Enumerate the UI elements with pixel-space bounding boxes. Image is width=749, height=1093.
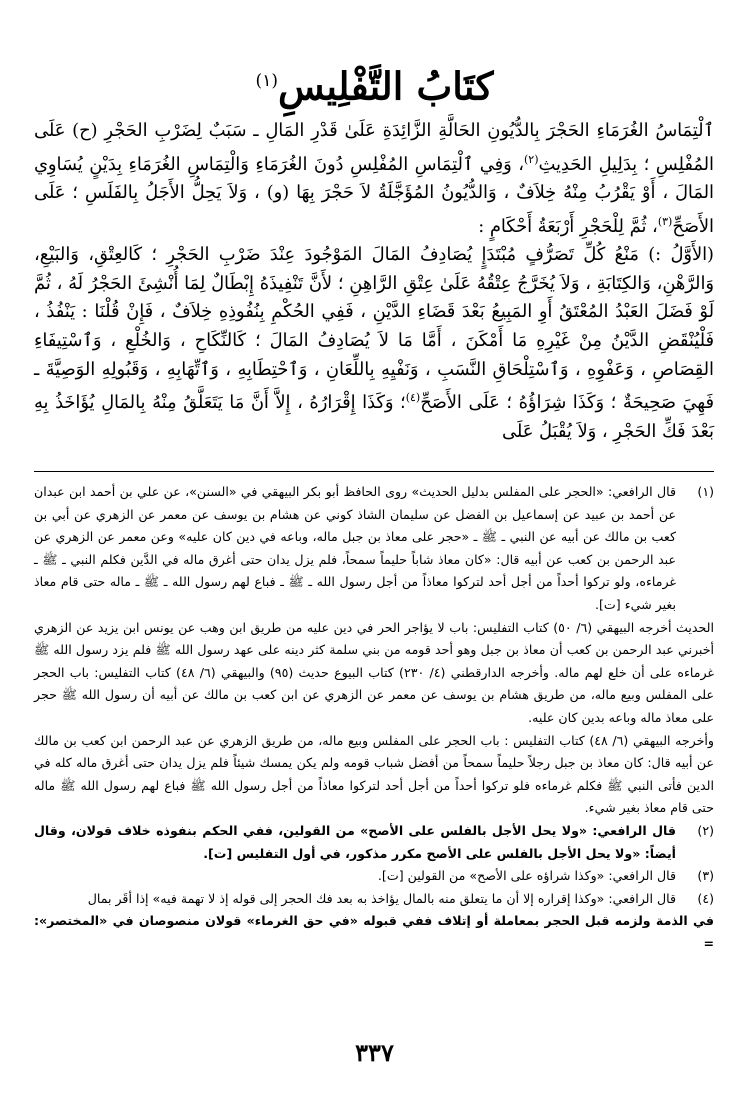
page-number: ٣٣٧ <box>355 1038 394 1067</box>
footnote-body <box>34 865 676 888</box>
footnote-3-text: قال الرافعي: «وكذا شراؤه على الأصح» من القولين [ت]. <box>377 868 676 884</box>
footnote-4-continuation: في الذمة ولزمه قبل الحجر بمعاملة أو إتلاف ففي قبوله «في حق الغرماء» قولان منصوصان في «المختصر»: = <box>34 913 714 951</box>
footnote-1-paragraph-1: قال الرافعي: «الحجر على المفلس بدليل الحديث» روى الحافظ أبو بكر البيهقي في «السنن»، عن علي بن أحمد ابن عبدان عن أحمد بن عبيد عن إسماعيل بن الفضل عن سليمان الشاذ كوني عن هشام بن يوسف عن معمر عن الزهري عن أبي بن كعب بن مالك عن أبيه عن النبي ـ ﷺ ـ «حجر على معاذ بن جبل ماله، وباعه في دين كان عليه» وعن معمر عن الزهري عن عبد الرحمن بن كعب عن أبيه قال: «كان معاذ شاباً حليماً سمحاً، فلم يزل يدان حتى أغرق ماله في الدَّين فكلم النبي ـ ﷺ ـ غرماءه، ولو تركوا أحداً من أجل أحد لتركوا معاذاً من أجل رسول الله ـ ﷺ ـ فباع لهم رسول الله ـ ﷺ ـ ماله حتى قام معاذ بغير شيء [ت]. <box>34 484 676 612</box>
main-text <box>34 117 714 446</box>
main-paragraph-2 <box>34 241 714 446</box>
footnote-ref-2: (٢) <box>523 152 539 166</box>
main-paragraph-2-part-a: (الأَوَّلُ :) مَنْعُ كُلِّ تَصَرُّفٍ مُبْتَدَإٍ يُصَادِفُ المَالَ المَوْجُودَ عِنْدَ ضَرْبِ الحَجْرِ ؛ كَالعِتْقِ، وَالبَيْعِ، وَالرَّهْنِ، وَالكِتَابَةِ ، وَلاَ يُخَرَّجُ عِتْقُهُ عَلَىٰ عِتْقِ الرَّاهِنِ ؛ لأَنَّ تَنْفِيذَهُ إِبْطَالٌ لِمَا أُنْشِئَ الحَجْرُ لَهُ ، ثُمَّ لَوْ فَضَلَ العَبْدُ المُعْتَقُ أَوِ المَبِيعُ بَعْدَ قَضَاءِ الدَّيْنِ ، فَفِي الحُكْمِ بِنُفُوذِهِ خِلاَفٌ ، فَإِنْ قُلْنَا : يَنْفُذُ ، فَلْيُنْقَضِ الدَّيْنُ مِنْ غَيْرِهِ مَا أَمْكَنَ ، أَمَّا مَا لاَ يُصَادِفُ المَالَ ؛ كَالنِّكَاحِ ، وَالخُلْعِ ، وَٱسْتِيفَاءِ القِصَاصِ ، وَعَفْوِهِ ، وَٱسْتِلْحَاقِ النَّسَبِ ، وَنَفْيِهِ بِاللِّعَانِ ، وَٱحْتِطَابِهِ ، وَٱتِّهَابِهِ ، وَقَبُولِهِ الوَصِيَّةَ ـ فَهِيَ صَحِيحَةٌ ؛ وَكَذَا شِرَاؤُهُ ؛ عَلَى الأَصَحِّ <box>34 244 714 414</box>
footnote-3 <box>34 865 714 888</box>
main-paragraph-2-part-b: ؛ وَكَذَا إِقْرَارُهُ ، إِلاَّ أَنَّ مَا يَتَعَلَّقُ مِنْهُ بِالمَالِ يُؤَاخَذُ بِهِ بَعْدَ فَكِّ الحَجْرِ ، وَلاَ يُقْبَلُ عَلَى <box>34 392 714 442</box>
footnote-ref-3: (٣) <box>657 214 673 228</box>
main-paragraph-1-part-c: ، ثُمَّ لِلْحَجْرِ أَرْبَعَةُ أَحْكَامٍ : <box>478 215 658 237</box>
footnote-body <box>34 481 676 617</box>
footnote-ref-4: (٤) <box>405 391 421 405</box>
footnote-1-paragraph-2: الحديث أخرجه البيهقي (٦/ ٥٠) كتاب التفليس: باب لا يؤاجر الحر في دين عليه من طريق ابن وهب عن يونس ابن يزيد عن الزهري أخبرني عبد الرحمن بن كعب أن معاذ بن جبل وهو أحد قومه من بني سلمة كثر دينه على عهد رسول الله ﷺ فلم يزد رسول الله ﷺ غرماءه على أن خلع لهم ماله. وأخرجه الدارقطني (٤/ ٢٣٠) كتاب البيوع حديث (٩٥) والبيهقي (٦/ ٤٨) كتاب التفليس: باب الحجر على المفلس وبيع ماله، من طريق هشام بن يوسف عن معمر عن الزهري عن ابن كعب بن مالك عن أبيه أن رسول الله ﷺ حجر على معاذ ماله وباعه بدين كان عليه. <box>34 619 715 725</box>
footnote-4-text: قال الرافعي: «وكذا إقراره إلا أن ما يتعلق منه بالمال يؤاخذ به بعد فك الحجر إلى قوله إذ لا تهمة فيه» إذا أقَر بمال <box>87 890 676 906</box>
footnote-number: (٣) <box>697 868 714 884</box>
chapter-title <box>0 56 749 112</box>
footnote-divider <box>34 471 714 472</box>
footnote-2 <box>34 820 714 865</box>
chapter-title-note-ref: (١) <box>255 71 278 91</box>
footnote-number: (٤) <box>697 890 714 906</box>
chapter-title-text: كتَابُ التَّفْلِيسِ <box>277 63 494 109</box>
footnote-body <box>34 888 676 911</box>
footnote-body <box>34 820 676 865</box>
main-paragraph-1 <box>34 117 714 241</box>
main-paragraph-1-part-b: ، وَفِي ٱلْتِمَاسِ المُفْلِسِ دُونَ الغُرَمَاءِ وَالْتِمَاسِ الغُرَمَاءِ بِدَيْنٍ يُسَاوِي المَالَ ، أَوْ يَقْرُبُ مِنْهُ خِلاَفٌ ، وَالدُّيُونُ المُؤَجَّلَةُ لاَ حَجْرَ بِهَا (و) ، وَلاَ يَحِلُّ الأَجَلُ بِالفَلَسِ ؛ عَلَى الأَصَحِّ <box>34 153 714 237</box>
footnote-number: (١) <box>697 484 714 499</box>
footnote-1-paragraph-3: وأخرجه البيهقي (٦/ ٤٨) كتاب التفليس : باب الحجر على المفلس وبيع ماله، من طريق الزهري عن عبد الرحمن ابن كعب بن مالك عن أبيه قال: كان معاذ بن جبل رجلاً حليماً سمحاً من أفضل شباب قومه ولم يكن يمسك شيئاً فلم يزل يدان حتى أغرق ماله كله في الدين فأتى النبي ﷺ فكلم غرماءه فلو تركوا أحداً من أجل أحد لتركوا معاذاً من أجل رسول الله ﷺ فباع لهم رسول الله ﷺ ماله حتى قام معاذ بغير شيء. <box>34 732 715 816</box>
footnote-2-text: قال الرافعي: «ولا يحل الأجل بالفلس على الأصح» من القولين، ففي الحكم بنفوذه خلاف قولان، وقال أيضاً: «ولا يحل الأجل بالفلس على الأصح مكرر مذكور، في أول التفليس [ت]. <box>34 822 676 861</box>
footnotes <box>34 481 714 955</box>
footnote-4 <box>34 888 714 911</box>
main-paragraph-1-part-a: ٱلْتِمَاسُ الغُرَمَاءِ الحَجْرَ بِالدُّيُونِ الحَالَّةِ الزَّائِدَةِ عَلَىٰ قَدْرِ المَالِ ـ سَبَبٌ لِضَرْبِ الحَجْرِ (ح) عَلَى المُفْلِسِ ؛ بِدَلِيلِ الحَدِيثِ <box>34 120 714 175</box>
footnote-1 <box>34 481 714 617</box>
footnote-number: (٢) <box>697 822 714 838</box>
